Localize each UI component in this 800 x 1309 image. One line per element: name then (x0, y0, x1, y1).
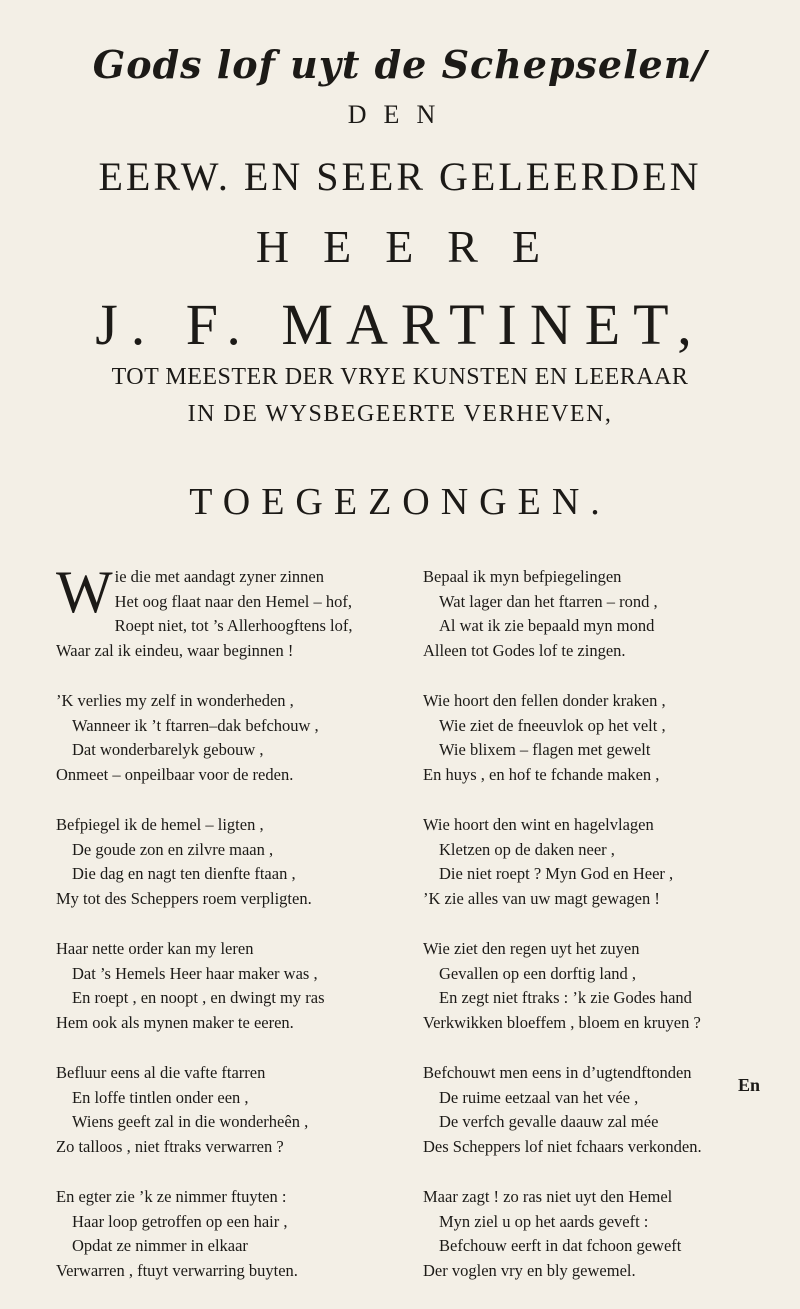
heading-title-line-1: TOT MEESTER DER VRYE KUNSTEN EN LEERAAR (111, 364, 689, 390)
verse-line: En huys , en hof te fchande maken , (423, 764, 660, 784)
verse-line: Kletzen op de daken neer , (439, 839, 615, 859)
verse-line: Wie hoort den wint en hagelvlagen (423, 815, 654, 834)
stanza (423, 565, 800, 663)
verse-line: Haar loop getroffen op een hair , (72, 1211, 288, 1231)
stanza (423, 1185, 800, 1283)
verse-line: Maar zagt ! zo ras niet uyt den Hemel (423, 1187, 673, 1206)
verse-line: Wat lager dan het ftarren – rond , (439, 591, 658, 611)
verse-line: Wie hoort den fellen donder kraken , (423, 691, 666, 710)
verse-line: Befluur eens al die vafte ftarren (56, 1063, 266, 1082)
verse-line: Der voglen vry en bly gewemel. (423, 1260, 636, 1280)
verse-line: En egter zie ’k ze nimmer ftuyten : (56, 1187, 287, 1206)
verse-line: Befpiegel ik de hemel – ligten , (56, 815, 264, 834)
verse-line: My tot des Scheppers roem verpligten. (56, 888, 312, 908)
verse-line: Des Scheppers lof niet fchaars verkonden. (423, 1136, 702, 1156)
verse-line: Waar zal ik eindeu, waar beginnen ! (56, 640, 294, 660)
verse-line: ’K verlies my zelf in wonderheden , (56, 691, 294, 710)
verse-line: De goude zon en zilvre maan , (72, 839, 274, 859)
verse-line: Gevallen op een dorftig land , (439, 963, 637, 983)
verse-line: Roept niet, tot ’s Allerhoogftens lof, (114, 616, 353, 635)
verse-line: Onmeet – onpeilbaar voor de reden. (56, 764, 294, 784)
stanza (56, 1185, 436, 1283)
stanza (423, 689, 800, 787)
stanza (423, 813, 800, 911)
verse-line: Wie ziet den regen uyt het zuyen (423, 939, 640, 958)
verse-line: De ruime eetzaal van het vée , (439, 1087, 639, 1107)
verse-line: ’K zie alles van uw magt gewagen ! (423, 888, 660, 908)
verse-line: Alleen tot Godes lof te zingen. (423, 640, 626, 660)
verse-line: Wiens geeft zal in die wonderheên , (72, 1112, 309, 1131)
verse-line: Al wat ik zie bepaald myn mond (439, 616, 655, 635)
verse-line: Befchouw eerft in dat fchoon geweft (439, 1236, 682, 1255)
stanza (56, 813, 436, 911)
verse-line: Die dag en nagt ten dienfte ftaan , (72, 864, 296, 883)
verse-line: Verkwikken bloeffem , bloem en kruyen ? (423, 1012, 701, 1032)
heading-title-line-2: IN DE WYSBEGEERTE VERHEVEN, (187, 401, 613, 427)
verse-line: Befchouwt men eens in d’ugtendftonden (423, 1063, 692, 1082)
verse-line: Bepaal ik myn befpiegelingen (423, 567, 622, 586)
verse-line: Myn ziel u op het aards geveft : (439, 1211, 649, 1231)
verse-line: Wanneer ik ’t ftarren–dak befchouw , (72, 715, 319, 735)
verse-line: Zo talloos , niet ftraks verwarren ? (56, 1136, 284, 1156)
stanza (56, 689, 436, 787)
verse-line: Wie blixem – flagen met gewelt (439, 740, 651, 759)
heading-dedication: TOEGEZONGEN. (189, 481, 611, 523)
verse-line: En roept , en noopt , en dwingt my ras (72, 988, 325, 1007)
poem-column-right (423, 565, 800, 1309)
verse-line: En zegt niet ftraks : ’k zie Godes hand (439, 988, 692, 1007)
verse-line: En loffe tintlen onder een , (72, 1087, 249, 1107)
heading-eerw: EERW. EN SEER GELEERDEN (98, 154, 702, 199)
blackletter-heading: Gods lof uyt de Schepselen/ (92, 42, 708, 87)
verse-line: Die niet roept ? Myn God en Heer , (439, 864, 674, 883)
verse-line: Het oog flaat naar den Hemel – hof, (114, 591, 352, 611)
drop-cap: W (56, 559, 113, 625)
verse-line: Dat ’s Hemels Heer haar maker was , (72, 963, 318, 983)
verse-line: Hem ook als mynen maker te eeren. (56, 1012, 294, 1032)
verse-line: Wie ziet de fneeuvlok op het velt , (439, 715, 666, 735)
verse-line: Verwarren , ftuyt verwarring buyten. (56, 1260, 298, 1280)
stanza (56, 1061, 436, 1159)
stanza (56, 937, 436, 1035)
heading-name: J. F. MARTINET, (95, 292, 705, 357)
heading-heere: HEERE (255, 221, 575, 272)
poem-column-left (56, 559, 436, 1309)
stanza (56, 559, 436, 663)
verse-line: Haar nette order kan my leren (56, 939, 254, 958)
heading-den: DEN (347, 100, 453, 129)
verse-line: Dat wonderbarelyk gebouw , (72, 740, 264, 759)
verse-text: ie die met aandagt zyner zinnen (114, 567, 325, 586)
catchword: En (738, 1075, 761, 1095)
verse-line: De verfch gevalle daauw zal mée (439, 1112, 659, 1131)
stanza (423, 937, 800, 1035)
verse-line: Opdat ze nimmer in elkaar (72, 1236, 248, 1255)
